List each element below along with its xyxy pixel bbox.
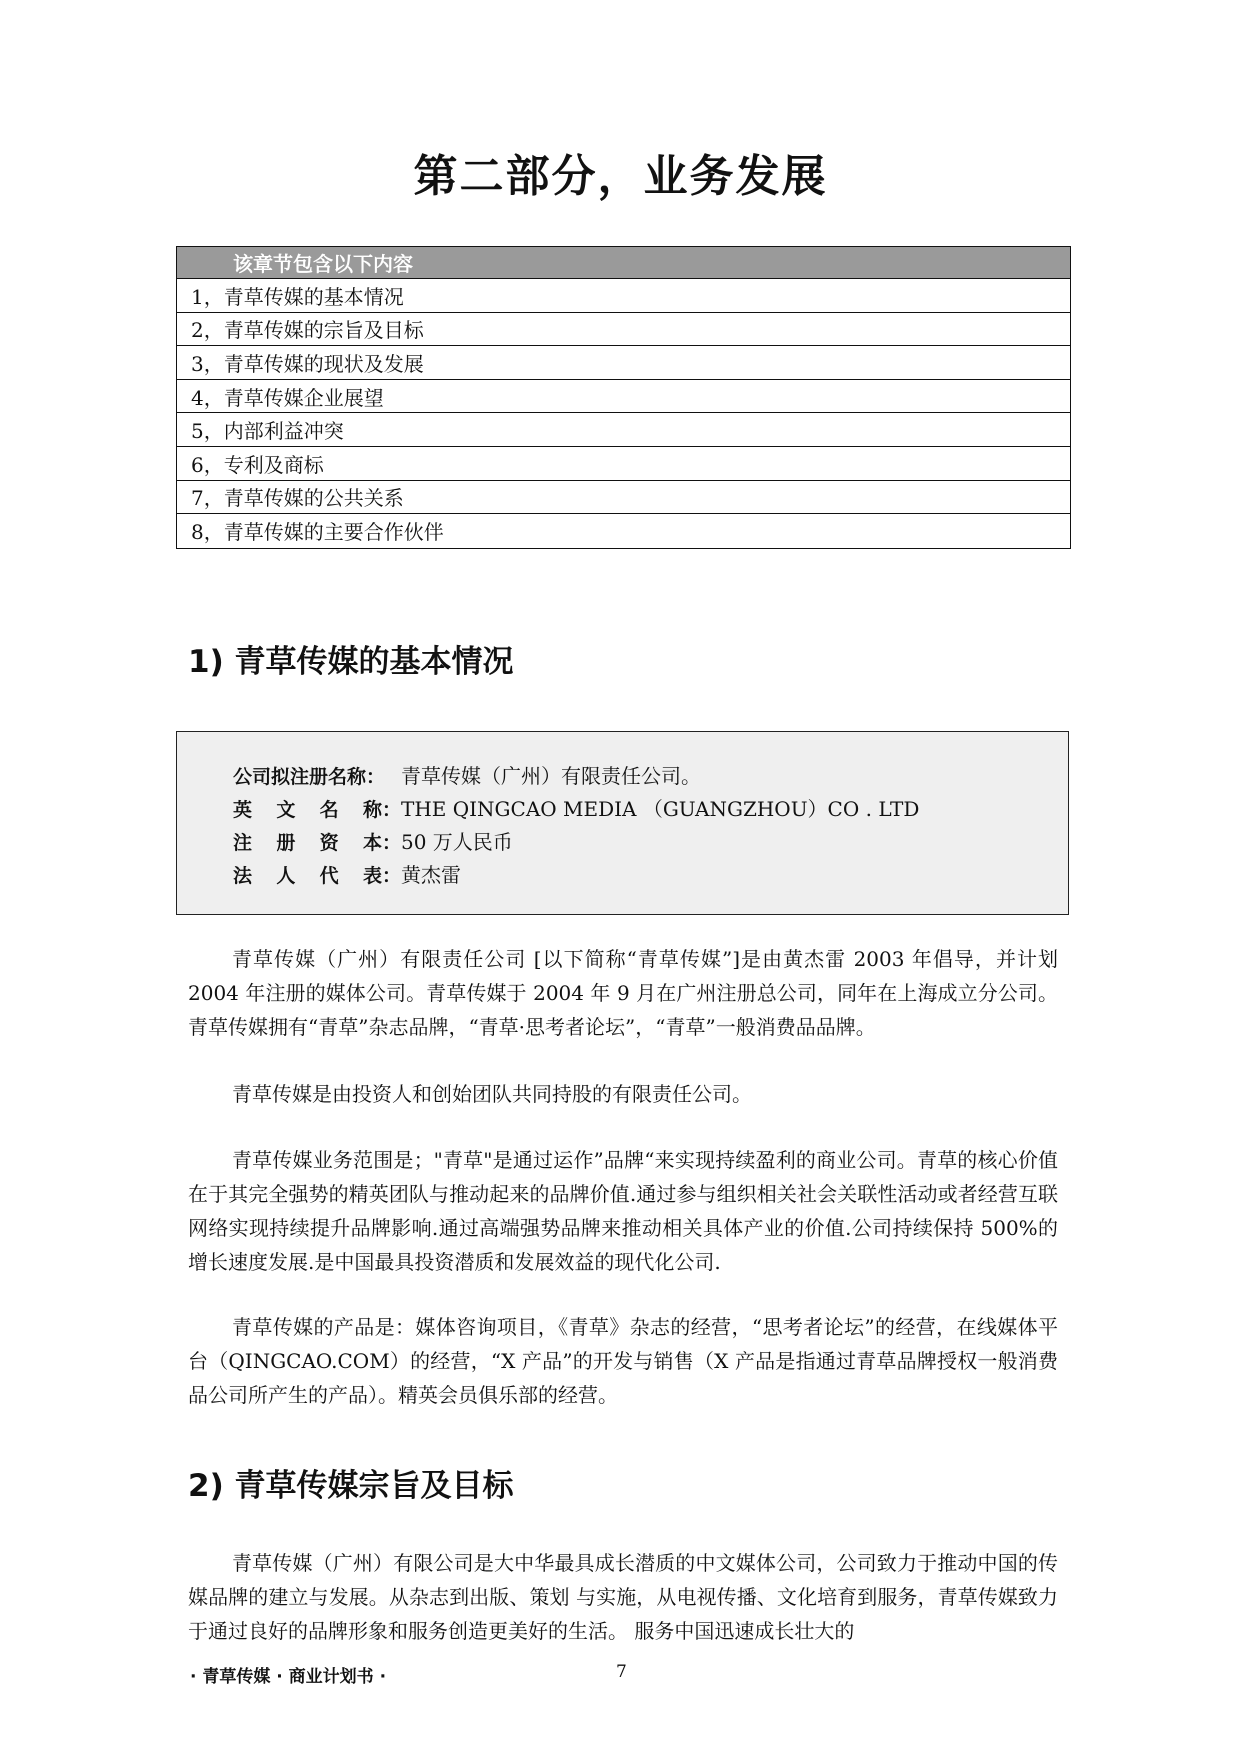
info-label-char: 资 — [319, 832, 339, 854]
info-label — [233, 861, 401, 888]
contents-item-2: 2，青草传媒的宗旨及目标 — [177, 313, 1070, 347]
info-value: 50 万人民币 — [401, 830, 513, 854]
info-row-english-name — [233, 793, 1068, 826]
info-label-char: 本： — [362, 832, 401, 854]
contents-item-7: 7，青草传媒的公共关系 — [177, 481, 1070, 515]
info-label-char: 注 — [233, 832, 253, 854]
contents-table — [176, 246, 1071, 549]
paragraph-business-scope: 青草传媒业务范围是；"青草"是通过运作”品牌“来实现持续盈利的商业公司。青草的核心价值在于其完全强势的精英团队与推动起来的品牌价值.通过参与组织相关社会关联性活动或者经营互联网络实现持续提升品牌影响.通过高端强势品牌来推动相关具体产业的价值.公司持续保持 500%的增长速度发展.是中国最具投资潜质和发展效益的现代化公司. — [188, 1148, 1058, 1274]
contents-item-3: 3，青草传媒的现状及发展 — [177, 346, 1070, 380]
contents-item-6: 6，专利及商标 — [177, 447, 1070, 481]
info-row-legal-representative — [233, 859, 1068, 892]
section-1-heading: 1) 青草传媒的基本情况 — [188, 644, 514, 680]
info-label-char: 法 — [233, 865, 253, 887]
info-row-registered-capital — [233, 826, 1068, 859]
contents-table-header: 该章节包含以下内容 — [177, 247, 1070, 279]
info-label-char: 表： — [362, 865, 401, 887]
paragraph-ownership: 青草传媒是由投资人和创始团队共同持股的有限责任公司。 — [232, 1082, 752, 1106]
info-label-char: 文 — [276, 799, 296, 821]
info-label-char: 称： — [362, 799, 401, 821]
info-value: 黄杰雷 — [401, 863, 461, 887]
info-label — [233, 795, 401, 822]
section-2-heading: 2) 青草传媒宗旨及目标 — [188, 1468, 514, 1504]
info-label — [233, 828, 401, 855]
info-label-char: 名 — [319, 799, 339, 821]
page-title: 第二部分，业务发展 — [413, 151, 828, 202]
contents-item-1: 1，青草传媒的基本情况 — [177, 279, 1070, 313]
paragraph-mission: 青草传媒（广州）有限公司是大中华最具成长潜质的中文媒体公司，公司致力于推动中国的传媒品牌的建立与发展。从杂志到出版、策划 与实施，从电视传播、文化培育到服务，青草传媒致力于通过良好的品牌形象和服务创造更美好的生活。 服务中国迅速成长壮大的 — [188, 1551, 1058, 1643]
contents-item-5: 5，内部利益冲突 — [177, 413, 1070, 447]
paragraph-products: 青草传媒的产品是：媒体咨询项目，《青草》杂志的经营，“思考者论坛”的经营，在线媒体平台（QINGCAO.COM）的经营，“X 产品”的开发与销售（X 产品是指通过青草品牌授权一般消费品公司所产生的产品）。精英会员俱乐部的经营。 — [188, 1315, 1058, 1407]
company-info-box — [176, 731, 1069, 915]
info-value: THE QINGCAO MEDIA （GUANGZHOU）CO . LTD — [401, 797, 920, 821]
info-row-registered-name — [233, 760, 1068, 793]
contents-item-8: 8，青草传媒的主要合作伙伴 — [191, 520, 444, 545]
info-value: 青草传媒（广州）有限责任公司。 — [401, 764, 701, 788]
footer-document-title: · 青草传媒 · 商业计划书 · — [190, 1667, 387, 1687]
info-label-char: 英 — [233, 799, 253, 821]
footer-page-number: 7 — [616, 1662, 627, 1682]
contents-item-4: 4，青草传媒企业展望 — [177, 380, 1070, 414]
info-label-char: 人 — [276, 865, 296, 887]
info-label-char: 代 — [319, 865, 339, 887]
info-label: 公司拟注册名称： — [233, 766, 386, 788]
info-label-char: 册 — [276, 832, 296, 854]
paragraph-company-intro: 青草传媒（广州）有限责任公司 [以下简称“青草传媒”]是由黄杰雷 2003 年倡导，并计划 2004 年注册的媒体公司。青草传媒于 2004 年 9 月在广州注册总公司，同年在上海成立分公司。青草传媒拥有“青草”杂志品牌，“青草·思考者论坛”，“青草”一般消费品品牌。 — [188, 947, 1058, 1039]
